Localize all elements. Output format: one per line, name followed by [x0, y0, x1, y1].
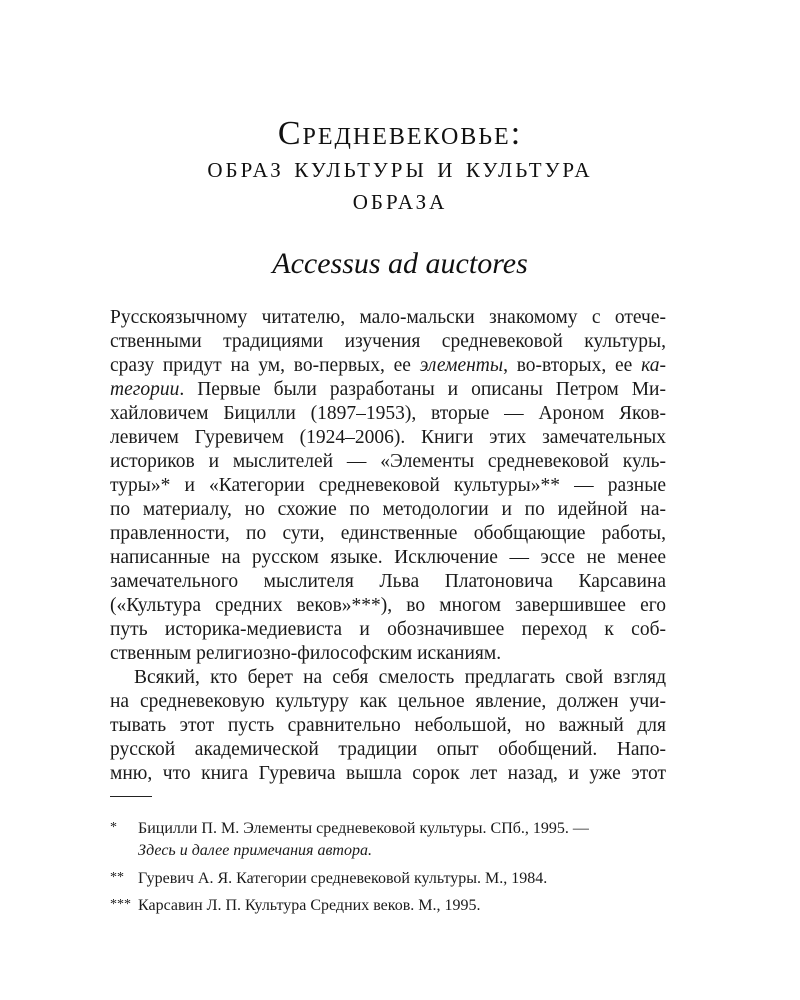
italic-term: ка-	[641, 355, 666, 376]
section-subtitle: Accessus ad auctores	[272, 247, 528, 280]
body-line: путь историка-медиевиста и обозначившее переход к соб-	[110, 619, 666, 640]
footnote-mark: *	[110, 820, 117, 835]
body-text: . Первые были разработаны и описаны Петром Ми-	[179, 379, 666, 400]
italic-term: тегории	[110, 379, 180, 400]
body-line: туры»* и «Категории средневековой культуры»** — разные	[110, 475, 666, 496]
footnote-divider	[110, 796, 152, 797]
body-line: мню, что книга Гуревича вышла сорок лет назад, и уже этот	[110, 763, 666, 784]
body-line: по материалу, но схожие по методологии и по идейной на-	[110, 499, 666, 520]
body-line: написанные на русском языке. Исключение — эссе не менее	[110, 547, 666, 568]
body-line: на средневековую культуру как цельное явление, должен учи-	[110, 691, 666, 712]
footnote-text: Бицилли П. М. Элементы средневековой культуры. СПб., 1995. —	[138, 820, 589, 837]
body-line: («Культура средних веков»***), во многом завершившее его	[110, 595, 666, 616]
body-line	[110, 378, 666, 402]
body-text: , во-вторых, ее	[503, 355, 642, 376]
body-line: ственным религиозно-философским исканиям.	[110, 643, 502, 664]
footnote-mark: ***	[110, 897, 131, 912]
italic-term: элементы	[419, 355, 504, 376]
body-line: Всякий, кто берет на себя смелость предлагать свой взгляд	[134, 667, 666, 688]
footnote-mark: **	[110, 870, 124, 885]
footnote-text-continued: Здесь и далее примечания автора.	[138, 842, 372, 859]
body-line: замечательного мыслителя Льва Платоновича Карсавина	[110, 571, 666, 592]
body-line: историков и мыслителей — «Элементы средневековой куль-	[110, 451, 666, 472]
body-text: сразу придут на ум, во-первых, ее	[110, 355, 420, 376]
footnote-text: Гуревич А. Я. Категории средневековой культуры. М., 1984.	[138, 870, 548, 887]
body-line: русской академической традиции опыт обобщений. Напо-	[110, 739, 666, 760]
body-line	[110, 354, 666, 378]
chapter-title-line-3: образа	[352, 183, 448, 216]
chapter-title-line-1: Средневековье:	[277, 115, 523, 152]
body-line: ственными традициями изучения средневековой культуры,	[110, 331, 666, 352]
body-line: Русскоязычному читателю, мало-мальски знакомому с отече-	[110, 307, 666, 328]
body-line: правленности, по сути, единственные обобщающие работы,	[110, 523, 666, 544]
body-line: тывать этот пусть сравнительно небольшой, но важный для	[110, 715, 666, 736]
body-line: хайловичем Бицилли (1897–1953), вторые — Ароном Яков-	[110, 403, 666, 424]
chapter-title-line-2: образ культуры и культура	[207, 151, 593, 184]
footnote-text: Карсавин Л. П. Культура Средних веков. М., 1995.	[138, 897, 481, 914]
body-line: левичем Гуревичем (1924–2006). Книги этих замечательных	[110, 427, 666, 448]
